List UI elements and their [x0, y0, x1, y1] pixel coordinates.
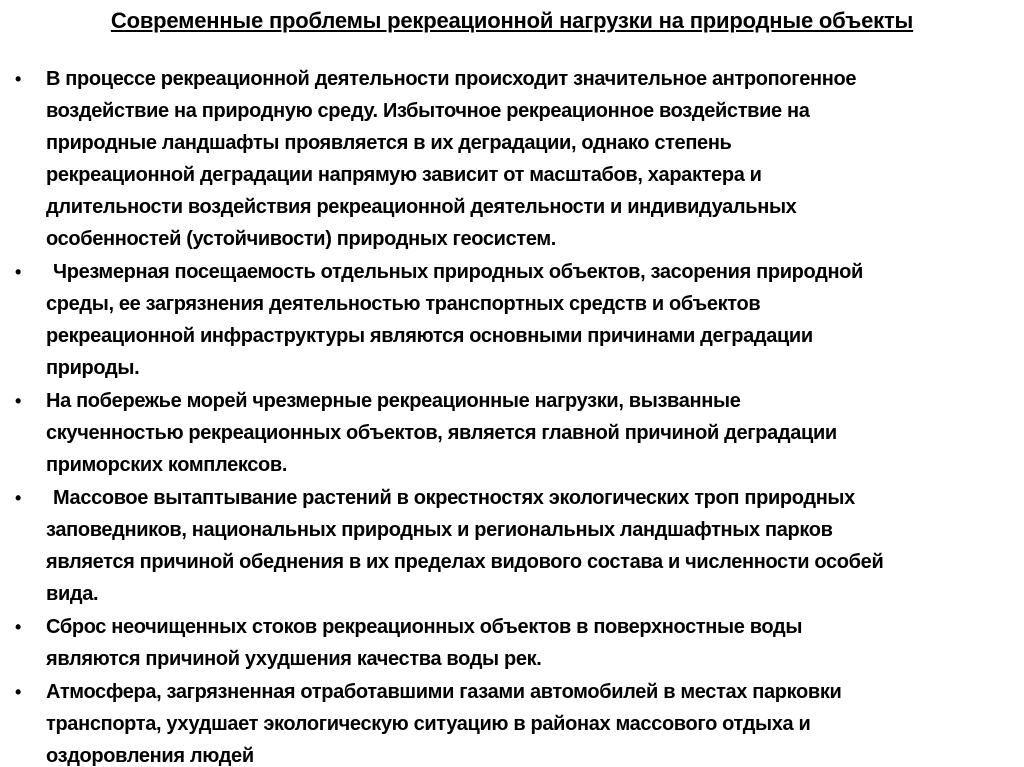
bullet-line: приморских комплексов.: [46, 454, 288, 476]
bullet-line: оздоровления людей: [46, 745, 254, 767]
bullet-line: среды, ее загрязнения деятельностью транспортных средств и объектов: [46, 293, 761, 315]
bullet-line: вида.: [46, 583, 99, 605]
bullet-line: скученностью рекреационных объектов, является главной причиной деградации: [46, 422, 837, 444]
bullet-line-text: Чрезмерная посещаемость отдельных природных объектов, засорения природной: [53, 261, 863, 283]
bullet-dot-icon: •: [15, 69, 21, 89]
bullet-line: В процессе рекреационной деятельности происходит значительное антропогенное: [46, 68, 857, 90]
bullet-line: являются причиной ухудшения качества воды рек.: [46, 648, 542, 670]
bullet-dot-icon: •: [15, 391, 21, 411]
bullet-line: природные ландшафты проявляется в их деградации, однако степень: [46, 132, 732, 154]
bullet-line: особенностей (устойчивости) природных геосистем.: [46, 228, 556, 250]
bullet-line: рекреационной деградации напрямую зависит от масштабов, характера и: [46, 164, 762, 186]
bullet-item-1: [0, 63, 1024, 255]
bullet-dot-icon: •: [15, 488, 21, 508]
bullet-dot-icon: •: [15, 682, 21, 702]
bullet-item-3: [0, 385, 1024, 481]
bullet-line: длительности воздействия рекреационной деятельности и индивидуальных: [46, 196, 797, 218]
bullet-line: транспорта, ухудшает экологическую ситуацию в районах массового отдыха и: [46, 713, 811, 735]
bullet-line: воздействие на природную среду. Избыточное рекреационное воздействие на: [46, 100, 810, 122]
bullet-line: [46, 482, 1010, 514]
bullet-line-text: Массовое вытаптывание растений в окрестностях экологических троп природных: [53, 487, 855, 509]
bullet-item-4: [0, 482, 1024, 610]
slide-title: Современные проблемы рекреационной нагрузки на природные объекты: [110, 8, 914, 33]
bullet-list: [0, 63, 1024, 767]
bullet-item-5: [0, 611, 1024, 675]
bullet-line: [46, 256, 1010, 288]
bullet-line: заповедников, национальных природных и региональных ландшафтных парков: [46, 519, 833, 541]
bullet-dot-icon: •: [15, 262, 21, 282]
bullet-line: Сброс неочищенных стоков рекреационных объектов в поверхностные воды: [46, 616, 803, 638]
bullet-line: природы.: [46, 357, 140, 379]
bullet-item-2: [0, 256, 1024, 384]
bullet-line: рекреационной инфраструктуры являются основными причинами деградации: [46, 325, 813, 347]
bullet-line: является причиной обеднения в их пределах видового состава и численности особей: [46, 551, 884, 573]
bullet-dot-icon: •: [15, 617, 21, 637]
bullet-line: На побережье морей чрезмерные рекреационные нагрузки, вызванные: [46, 390, 741, 412]
bullet-item-6: [0, 676, 1024, 767]
bullet-line: Атмосфера, загрязненная отработавшими газами автомобилей в местах парковки: [46, 681, 842, 703]
